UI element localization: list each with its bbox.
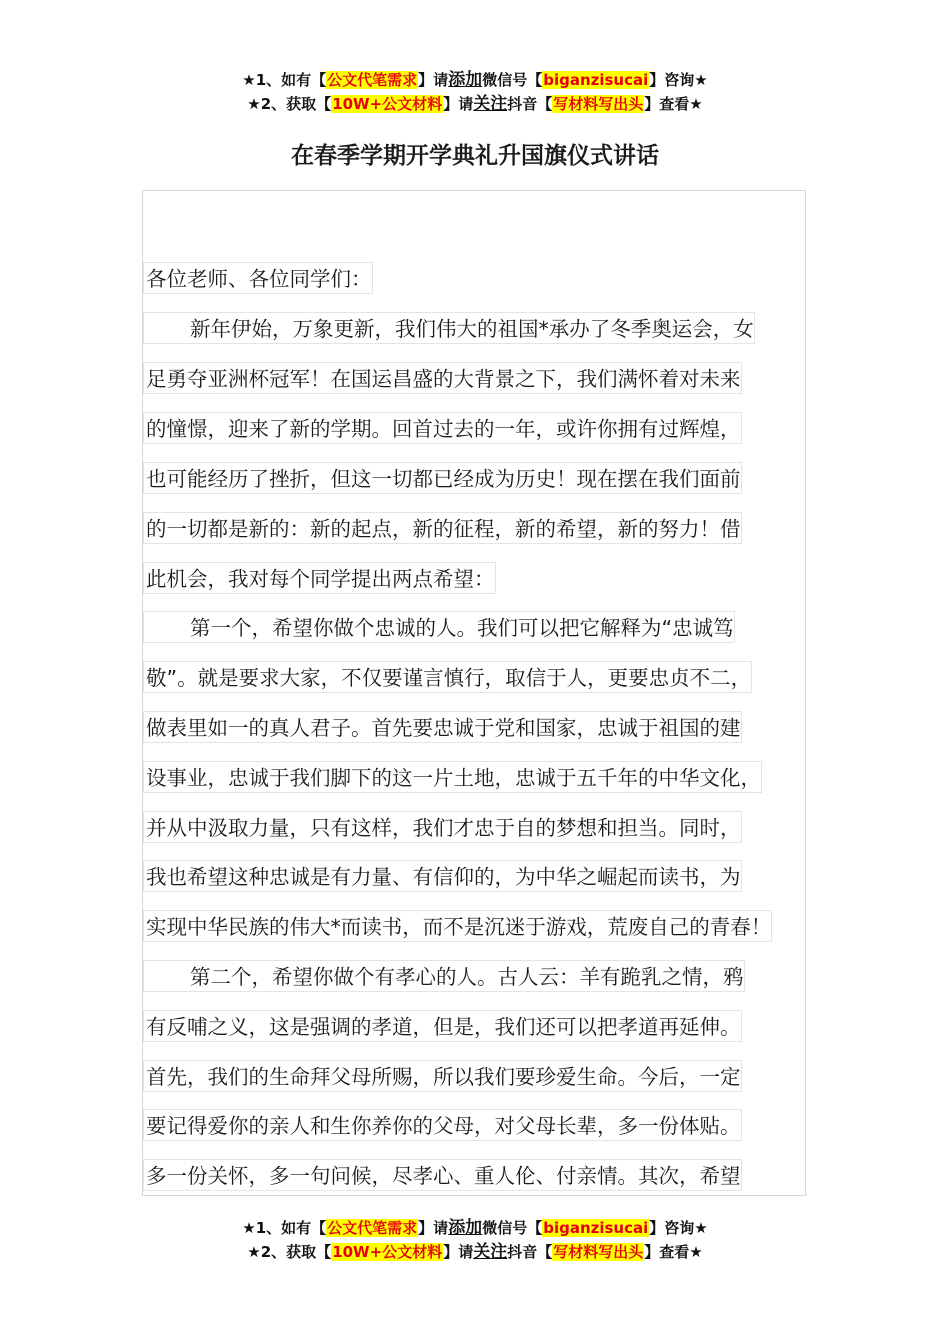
- body-line: 的憧憬，迎来了新的学期。回首过去的一年，或许你拥有过辉煌，: [143, 412, 742, 444]
- body-line: 敬”。就是要求大家，不仅要谨言慎行，取信于人，更要忠贞不二，: [143, 661, 752, 693]
- body-line: 第二个，希望你做个有孝心的人。古人云：羊有跪乳之情，鸦: [143, 960, 745, 992]
- promo-text: 】咨询★: [649, 71, 708, 89]
- promo-douyin-id: 写材料写出头: [553, 95, 644, 113]
- promo-text: ★2、获取【: [247, 95, 332, 113]
- promo-wechat-id: biganzisucai: [543, 71, 649, 89]
- promo-text: 】查看★: [644, 1243, 703, 1261]
- promo-text: 微信号【: [482, 1219, 543, 1237]
- promo-text: ★1、如有【: [242, 71, 327, 89]
- body-line: 也可能经历了挫折，但这一切都已经成为历史！现在摆在我们面前: [143, 462, 742, 494]
- promo-banner-top: [0, 68, 950, 116]
- promo-highlight: 公文代笔需求: [327, 1219, 418, 1237]
- promo-text: ★1、如有【: [242, 1219, 327, 1237]
- promo-wechat-id: biganzisucai: [543, 1219, 649, 1237]
- body-line: 首先，我们的生命拜父母所赐，所以我们要珍爱生命。今后，一定: [143, 1060, 742, 1092]
- promo-highlight: 公文代笔需求: [327, 71, 418, 89]
- body-line: 设事业，忠诚于我们脚下的这一片土地，忠诚于五千年的中华文化，: [143, 761, 762, 793]
- promo-text: 】查看★: [644, 95, 703, 113]
- promo-text: 】咨询★: [649, 1219, 708, 1237]
- promo-emphasis: 添加: [448, 70, 483, 90]
- promo-emphasis: 关注: [473, 1242, 508, 1262]
- promo-highlight: 10W+公文材料: [332, 95, 443, 113]
- body-line: 足勇夺亚洲杯冠军！在国运昌盛的大背景之下，我们满怀着对未来: [143, 362, 742, 394]
- body-line: 做表里如一的真人君子。首先要忠诚于党和国家，忠诚于祖国的建: [143, 711, 742, 743]
- body-line: 并从中汲取力量，只有这样，我们才忠于自的梦想和担当。同时，: [143, 811, 742, 843]
- document-title: 在春季学期开学典礼升国旗仪式讲话: [291, 143, 659, 169]
- promo-emphasis: 关注: [473, 94, 508, 114]
- body-line: 有反哺之义，这是强调的孝道，但是，我们还可以把孝道再延伸。: [143, 1010, 742, 1042]
- promo-text: 抖音【: [507, 1243, 553, 1261]
- promo-line-1: [0, 1216, 950, 1240]
- promo-text: 】请: [418, 71, 449, 89]
- body-line: 此机会，我对每个同学提出两点希望：: [143, 562, 496, 594]
- promo-line-2: [0, 92, 950, 116]
- promo-banner-bottom: [0, 1216, 950, 1264]
- body-line: 新年伊始，万象更新，我们伟大的祖国*承办了冬季奥运会，女: [143, 312, 755, 344]
- body-line: 实现中华民族的伟大*而读书，而不是沉迷于游戏，荒废自己的青春！: [143, 910, 772, 942]
- promo-text: 抖音【: [507, 95, 553, 113]
- promo-emphasis: 添加: [448, 1218, 483, 1238]
- salutation-line: 各位老师、各位同学们：: [143, 262, 373, 294]
- body-line: 第一个，希望你做个忠诚的人。我们可以把它解释为“忠诚笃: [143, 611, 735, 643]
- body-line: 我也希望这种忠诚是有力量、有信仰的，为中华之崛起而读书，为: [143, 860, 742, 892]
- promo-text: 】请: [443, 1243, 474, 1261]
- promo-text: 】请: [443, 95, 474, 113]
- promo-douyin-id: 写材料写出头: [553, 1243, 644, 1261]
- promo-text: 】请: [418, 1219, 449, 1237]
- body-line: 要记得爱你的亲人和生你养你的父母，对父母长辈，多一份体贴。: [143, 1109, 742, 1141]
- promo-highlight: 10W+公文材料: [332, 1243, 443, 1261]
- promo-line-2: [0, 1240, 950, 1264]
- promo-text: 微信号【: [482, 71, 543, 89]
- promo-text: ★2、获取【: [247, 1243, 332, 1261]
- body-line: 的一切都是新的：新的起点，新的征程，新的希望，新的努力！借: [143, 512, 742, 544]
- body-line: 多一份关怀，多一句问候，尽孝心、重人伦、付亲情。其次，希望: [143, 1159, 742, 1191]
- promo-line-1: [0, 68, 950, 92]
